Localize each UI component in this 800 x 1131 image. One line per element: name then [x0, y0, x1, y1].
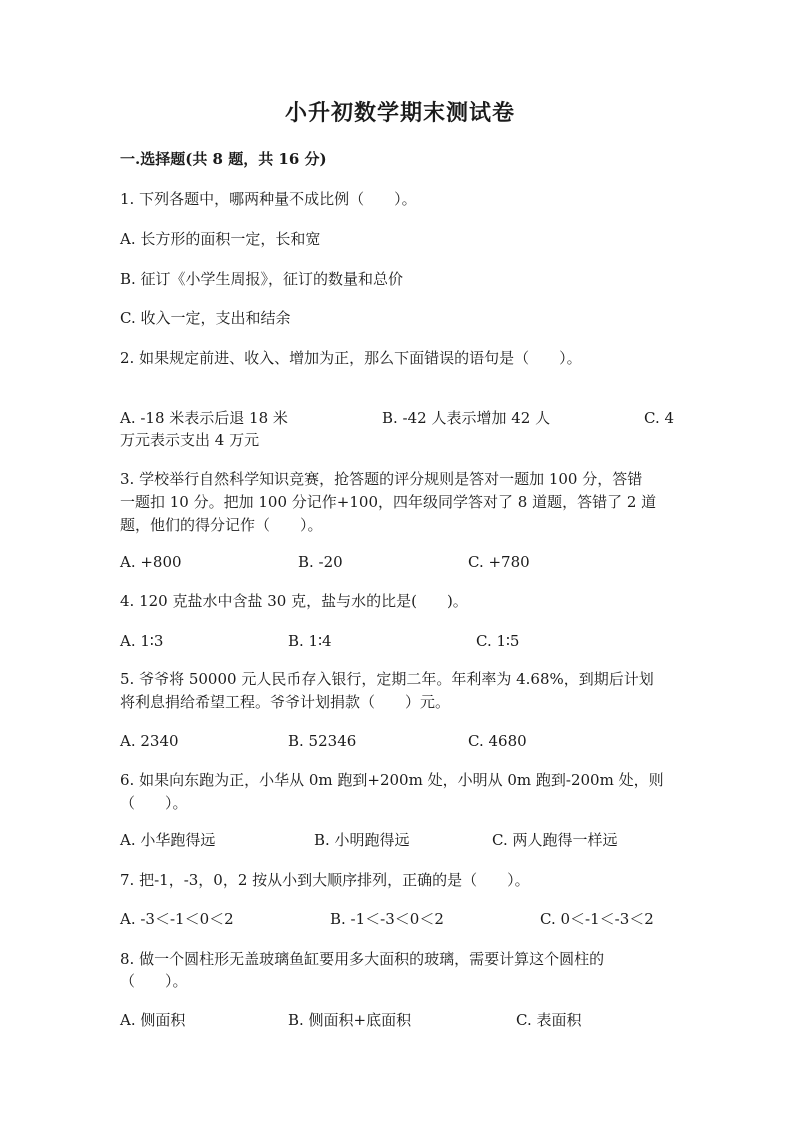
question-3-option-b: B. -20: [298, 553, 343, 571]
question-4-option-a: A. 1∶3: [120, 632, 164, 650]
question-5-option-c: C. 4680: [468, 732, 527, 750]
question-5-stem-line-2: 将利息捐给希望工程。爷爷计划捐款（ ）元。: [120, 693, 451, 711]
question-6-option-c: C. 两人跑得一样远: [492, 831, 618, 849]
question-7-option-a: A. -3＜-1＜0＜2: [120, 910, 234, 928]
question-2-stem: 2. 如果规定前进、收入、增加为正，那么下面错误的语句是（ ）。: [120, 349, 582, 367]
question-6-option-b: B. 小明跑得远: [314, 831, 410, 849]
question-3-option-a: A. +800: [120, 553, 182, 571]
question-8-option-b: B. 侧面积+底面积: [288, 1011, 412, 1029]
question-6-stem-line-2: （ ）。: [120, 794, 188, 812]
question-3-stem-line-3: 题，他们的得分记作（ ）。: [120, 516, 323, 534]
question-8-option-c: C. 表面积: [516, 1011, 582, 1029]
question-3-stem-line-2: 一题扣 10 分。把加 100 分记作+100，四年级同学答对了 8 道题，答错了 2 道: [120, 493, 657, 511]
question-2-option-a: A. -18 米表示后退 18 米: [120, 409, 288, 427]
question-7-option-c: C. 0＜-1＜-3＜2: [540, 910, 654, 928]
question-1-stem: 1. 下列各题中，哪两种量不成比例（ ）。: [120, 190, 417, 208]
question-7-option-b: B. -1＜-3＜0＜2: [330, 910, 444, 928]
question-3-stem-line-1: 3. 学校举行自然科学知识竞赛，抢答题的评分规则是答对一题加 100 分，答错: [120, 470, 643, 488]
question-5-stem-line-1: 5. 爷爷将 50000 元人民币存入银行，定期二年。年利率为 4.68%，到期后计划: [120, 670, 654, 688]
question-1-option-c: C. 收入一定，支出和结余: [120, 309, 291, 327]
question-8-option-a: A. 侧面积: [120, 1011, 186, 1029]
question-1-option-b: B. 征订《小学生周报》，征订的数量和总价: [120, 270, 404, 288]
question-1-option-a: A. 长方形的面积一定，长和宽: [120, 230, 321, 248]
question-5-option-a: A. 2340: [120, 732, 179, 750]
question-4-option-b: B. 1∶4: [288, 632, 332, 650]
question-2-option-c-continued: 万元表示支出 4 万元: [120, 431, 260, 449]
question-6-option-a: A. 小华跑得远: [120, 831, 216, 849]
question-7-stem: 7. 把-1，-3，0，2 按从小到大顺序排列，正确的是（ ）。: [120, 871, 530, 889]
question-8-stem-line-1: 8. 做一个圆柱形无盖玻璃鱼缸要用多大面积的玻璃，需要计算这个圆柱的: [120, 950, 605, 968]
question-4-option-c: C. 1∶5: [476, 632, 520, 650]
question-3-option-c: C. +780: [468, 553, 530, 571]
question-5-option-b: B. 52346: [288, 732, 357, 750]
section-heading: 一.选择题(共 8 题，共 16 分): [120, 150, 327, 168]
question-4-stem: 4. 120 克盐水中含盐 30 克，盐与水的比是( )。: [120, 592, 468, 610]
question-6-stem-line-1: 6. 如果向东跑为正，小华从 0m 跑到+200m 处，小明从 0m 跑到-200m 处，则: [120, 771, 664, 789]
question-2-option-c: C. 4: [644, 409, 675, 427]
page-title: 小升初数学期末测试卷: [284, 100, 515, 126]
question-8-stem-line-2: （ ）。: [120, 972, 188, 990]
question-2-option-b: B. -42 人表示增加 42 人: [382, 409, 551, 427]
